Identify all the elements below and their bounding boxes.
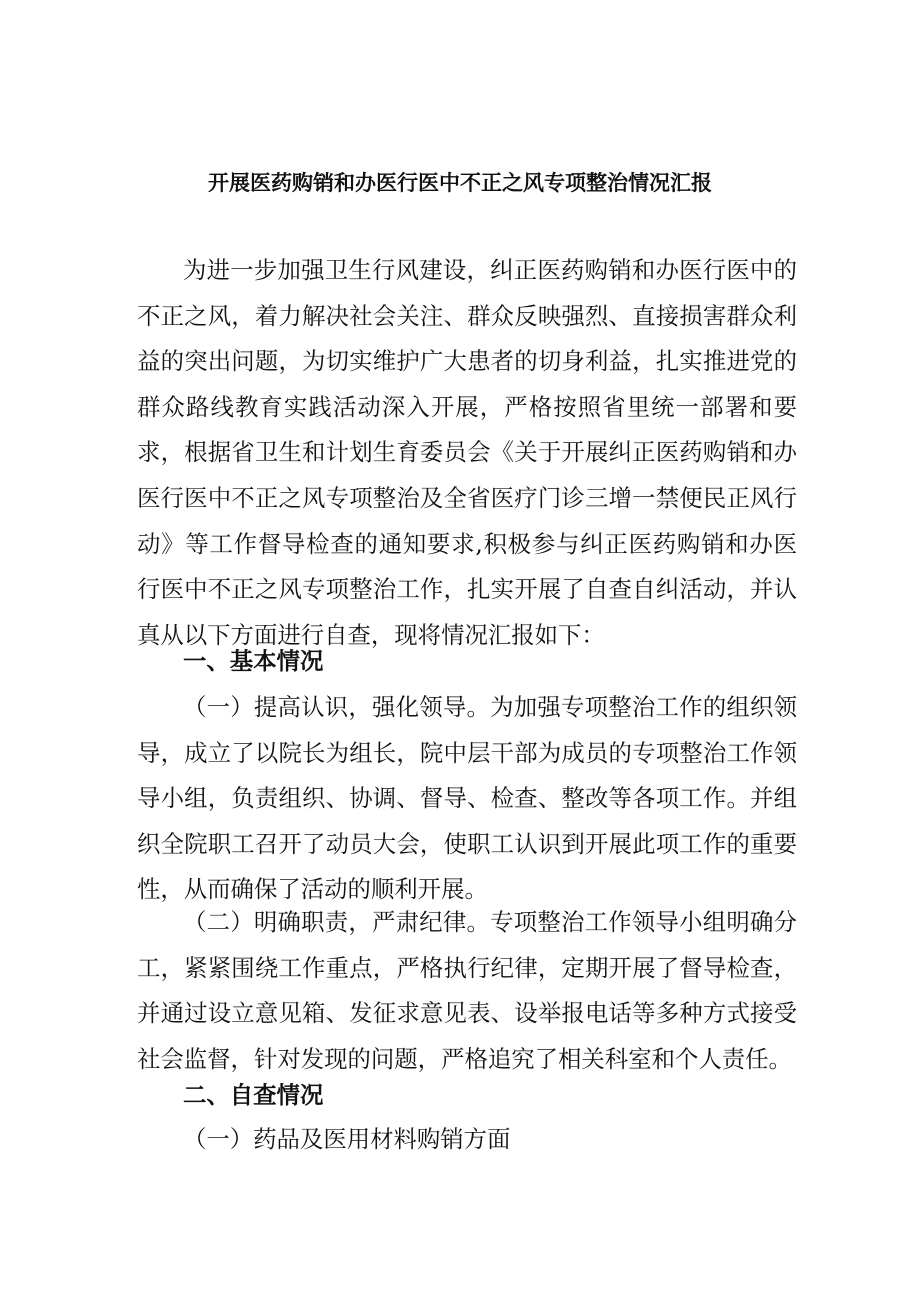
section-heading-selfcheck: 二、自查情况: [183, 1081, 324, 1109]
document-title: 开展医药购销和办医行医中不正之风专项整治情况汇报: [208, 170, 712, 195]
section-heading-basic: 一、基本情况: [183, 647, 324, 675]
section1-paragraph-1: （一）提高认识，强化领导。为加强专项整治工作的组织领导，成立了以院长为组长，院中层干部为成员的专项整治工作领导小组，负责组织、协调、督导、检查、整改等各项工作。并组织全院职工召开了动员大会，使职工认识到开展此项工作的重要性，从而确保了活动的顺利开展。: [137, 693, 797, 904]
intro-paragraph: 为进一步加强卫生行风建设，纠正医药购销和办医行医中的不正之风，着力解决社会关注、群众反映强烈、直接损害群众利益的突出问题，为切实维护广大患者的切身利益，扎实推进党的群众路线教育实践活动深入开展，严格按照省里统一部署和要求，根据省卫生和计划生育委员会《关于开展纠正医药购销和办医行医中不正之风专项整治及全省医疗门诊三增一禁便民正风行动》等工作督导检查的通知要求,积极参与纠正医药购销和办医行医中不正之风专项整治工作，扎实开展了自查自纠活动，并认真从以下方面进行自查，现将情况汇报如下：: [137, 256, 797, 649]
section2-subheading-1: （一）药品及医用材料购销方面: [183, 1125, 511, 1153]
section1-paragraph-2: （二）明确职责，严肃纪律。专项整治工作领导小组明确分工，紧紧围绕工作重点，严格执行纪律，定期开展了督导检查，并通过设立意见箱、发征求意见表、设举报电话等多种方式接受社会监督，针对发现的问题，严格追究了相关科室和个人责任。: [137, 908, 797, 1073]
